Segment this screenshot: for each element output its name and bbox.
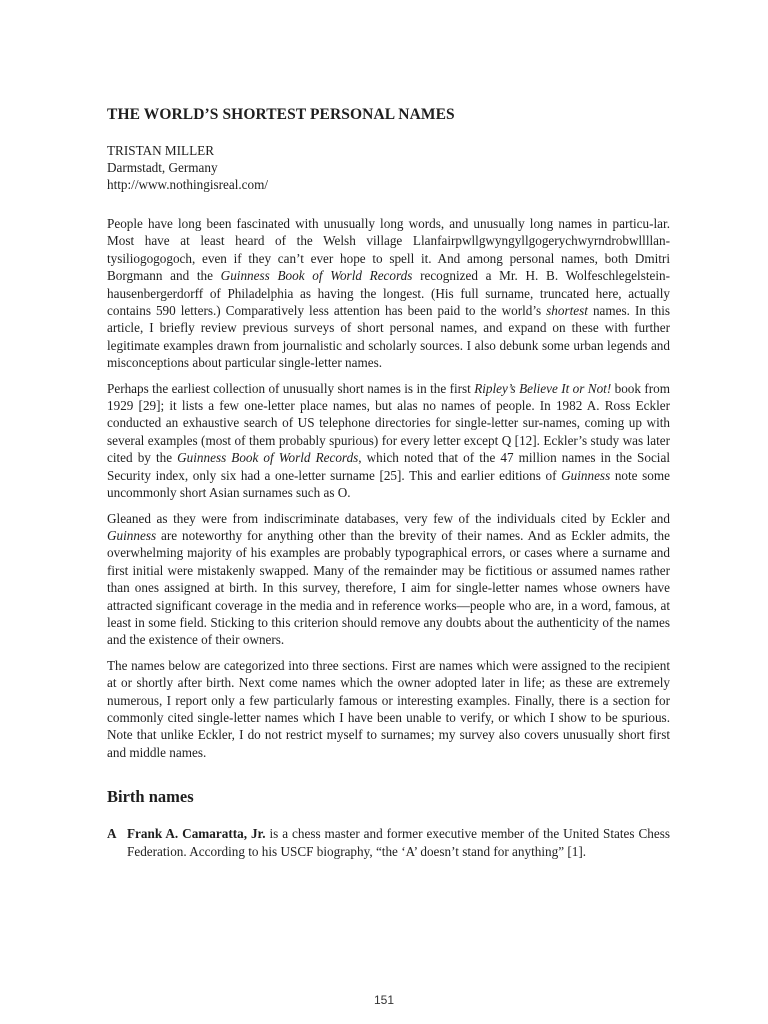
entry-text: Frank A. Camaratta, Jr. is a chess master and former executive member of the United States Chess Federation. According to his USCF biography, “the ‘A’ doesn’t stand for anything” [1].: [127, 826, 670, 859]
paragraph-3: Gleaned as they were from indiscriminate databases, very few of the individuals cited by Eckler and Guinness are noteworthy for anything other than the brevity of their names. And as Eckler admits, the overwhelming majority of his examples are probably typographical errors, or cases where a surname and first initial were mistakenly swapped. Many of the remainder may be fictitious or assumed names rather than ones assigned at birth. In this survey, therefore, I aim for single-letter names whose owners have attracted significant coverage in the media and in reference works—people who are, in a word, famous, at least in some field. Sticking to this criterion should remove any doubts about the authenticity of the names and the existence of their owners.: [107, 510, 670, 648]
paragraph-4: The names below are categorized into three sections. First are names which were assigned to the recipient at or shortly after birth. Next come names which the owner adopted later in life; as these are extremely numerous, I report only a few particularly famous or interesting examples. Finally, there is a section for commonly cited single-letter names which I have been unable to verify, or which I show to be spurious. Note that unlike Eckler, I do not restrict myself to surnames; my survey also covers unusually short first and middle names.: [107, 657, 670, 760]
article-title: THE WORLD’S SHORTEST PERSONAL NAMES: [107, 106, 455, 123]
author-block: [107, 142, 670, 193]
entry-letter: A: [107, 826, 117, 842]
paragraph-2: Perhaps the earliest collection of unusually short names is in the first Ripley’s Believe It or Not! book from 1929 [29]; it lists a few one-letter place names, but alas no names of people. In 1982 A. Ross Eckler conducted an exhaustive search of US telephone directories for single-letter sur-names, coming up with several examples (most of them probably spurious) for every letter except Q [12]. Eckler’s study was later cited by the Guinness Book of World Records, which noted that of the 47 million names in the Social Security index, only six had a one-letter surname [25]. This and earlier editions of Guinness note some uncommonly short Asian surnames such as O.: [107, 380, 670, 501]
name-entry: [107, 825, 670, 860]
author-name: TRISTAN MILLER: [107, 143, 214, 158]
article: [107, 106, 670, 860]
section-heading: Birth names: [107, 787, 194, 807]
page-number: 151: [373, 993, 395, 1007]
entry-name: Frank A. Camaratta, Jr.: [127, 826, 266, 842]
paragraph-1: People have long been fascinated with unusually long words, and unusually long names in particu-lar. Most have at least heard of the Welsh village Llanfairpwllgwyngyllgogerychwyrndrobwllllan-tysiliogogogoch, even if they can’t ever hope to spell it. And among personal names, both Dmitri Borgmann and the Guinness Book of World Records recognized a Mr. H. B. Wolfeschlegelstein-hausenbergerdorff of Philadelphia as having the longest. (His full surname, truncated here, actually contains 590 letters.) Comparatively less attention has been paid to the world’s shortest names. In this article, I briefly review previous surveys of short personal names, and expand on these with further legitimate examples drawn from journalistic and scholarly sources. I also debunk some urban legends and misconceptions about particular single-letter names.: [107, 216, 670, 371]
author-location: Darmstadt, Germany: [107, 160, 218, 175]
author-url[interactable]: http://www.nothingisreal.com/: [107, 177, 269, 192]
